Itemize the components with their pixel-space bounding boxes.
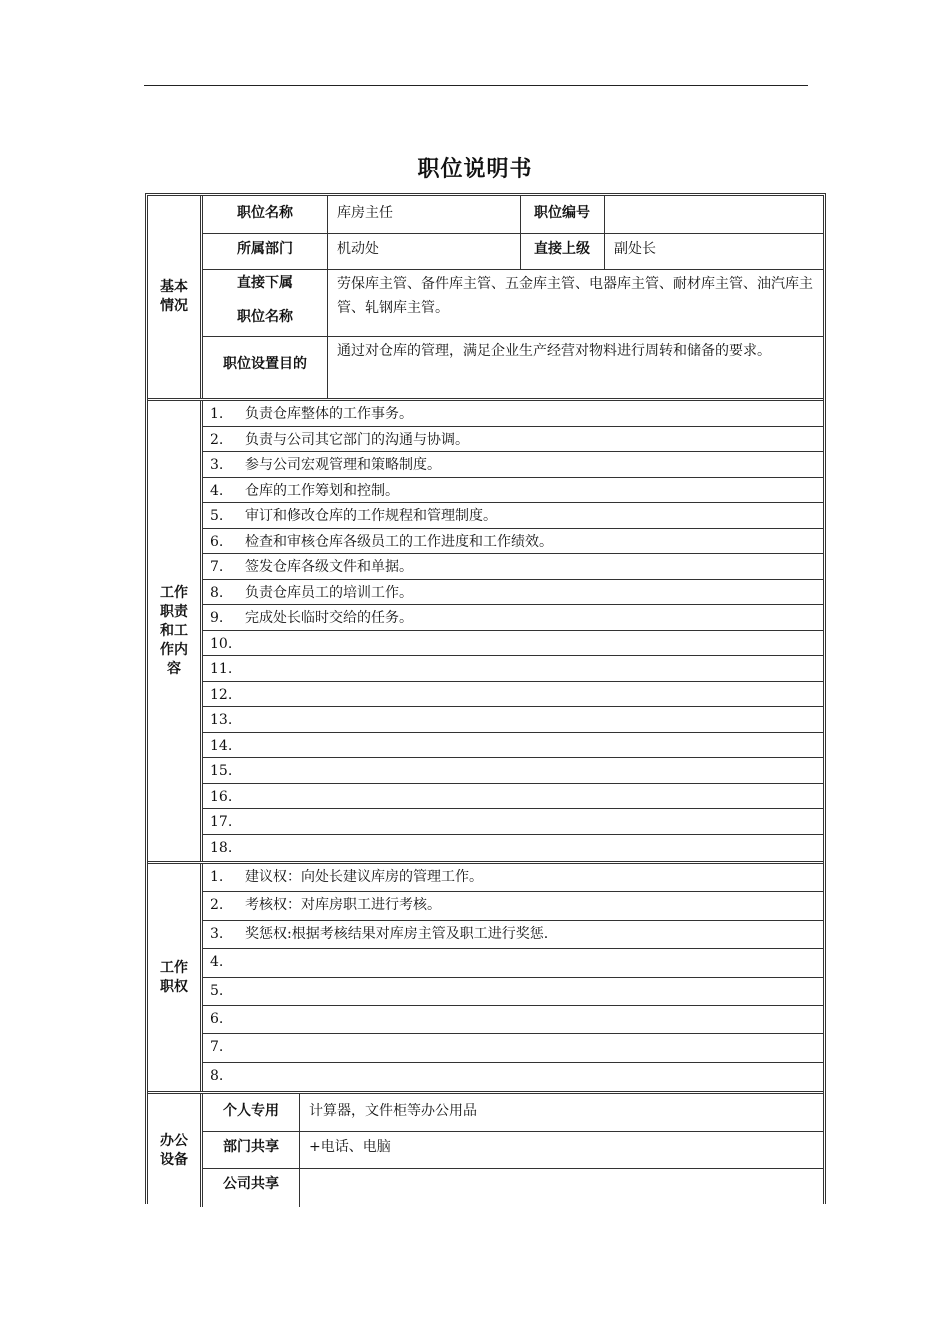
duties-section-label: 工作职责和工作内容 xyxy=(148,401,203,861)
duties-row xyxy=(203,707,823,733)
duties-row xyxy=(203,758,823,784)
authority-row xyxy=(203,892,823,920)
company-share-label: 公司共享 xyxy=(223,1176,279,1192)
duties-item-number: 5. xyxy=(210,508,224,524)
job-description-table xyxy=(145,193,826,1204)
duties-row xyxy=(203,656,823,682)
duties-item-number: 2. xyxy=(210,431,224,448)
duties-item-number: 17. xyxy=(210,814,233,830)
duties-item-text: 签发仓库各级文件和单据。 xyxy=(245,559,413,575)
duties-row xyxy=(203,554,823,580)
page-title: 职位说明书 xyxy=(417,157,533,182)
authority-item-number: 7. xyxy=(210,1039,224,1056)
duties-item-text: 负责仓库整体的工作事务。 xyxy=(245,406,413,422)
duties-item-number: 4. xyxy=(210,482,224,499)
subordinate-label-2: 职位名称 xyxy=(237,309,293,325)
authority-item-number: 5. xyxy=(210,982,224,999)
authority-item-number: 4. xyxy=(210,954,224,971)
duties-row xyxy=(203,529,823,555)
position-name-label: 职位名称 xyxy=(237,205,293,221)
duties-item-number: 1. xyxy=(210,406,224,422)
authority-row xyxy=(203,1006,823,1034)
duties-item-number: 10. xyxy=(210,635,233,652)
duties-row xyxy=(203,478,823,504)
duties-item-text: 检查和审核仓库各级员工的工作进度和工作绩效。 xyxy=(245,533,553,550)
duties-item-text: 负责仓库员工的培训工作。 xyxy=(245,584,413,601)
duties-item-number: 8. xyxy=(210,584,224,601)
duties-item-text: 审订和修改仓库的工作规程和管理制度。 xyxy=(245,508,497,524)
authority-row xyxy=(203,1034,823,1062)
duties-row xyxy=(203,784,823,810)
duties-item-number: 7. xyxy=(210,559,224,575)
authority-row xyxy=(203,921,823,949)
authority-section xyxy=(148,864,823,1091)
purpose-label: 职位设置目的 xyxy=(223,356,307,372)
dept-value: 机动处 xyxy=(337,241,379,257)
duties-row xyxy=(203,503,823,529)
duties-row xyxy=(203,401,823,427)
duties-item-number: 11. xyxy=(210,661,233,677)
equipment-section-label: 办公设备 xyxy=(148,1094,203,1207)
personal-value: 计算器，文件柜等办公用品 xyxy=(309,1103,477,1119)
personal-label: 个人专用 xyxy=(223,1103,279,1119)
duties-item-number: 16. xyxy=(210,788,233,805)
duties-row xyxy=(203,835,823,861)
authority-row xyxy=(203,978,823,1006)
superior-value: 副处长 xyxy=(614,241,656,257)
header-rule xyxy=(144,85,808,86)
duties-item-number: 9. xyxy=(210,610,224,626)
duties-item-number: 12. xyxy=(210,686,233,703)
dept-share-value: +电话、电脑 xyxy=(309,1139,391,1155)
duties-row xyxy=(203,605,823,631)
dept-label: 所属部门 xyxy=(237,241,293,257)
duties-row xyxy=(203,580,823,606)
duties-item-number: 14. xyxy=(210,737,233,754)
position-name-value: 库房主任 xyxy=(337,205,393,221)
authority-item-number: 1. xyxy=(210,869,224,885)
duties-row xyxy=(203,631,823,657)
authority-item-text: 建议权：向处长建议库房的管理工作。 xyxy=(245,869,483,885)
authority-row xyxy=(203,864,823,892)
subordinate-label-1: 直接下属 xyxy=(237,275,293,291)
duties-item-number: 13. xyxy=(210,712,233,728)
dept-share-label: 部门共享 xyxy=(223,1139,279,1155)
duties-item-number: 18. xyxy=(210,839,233,856)
duties-item-text: 完成处长临时交给的任务。 xyxy=(245,610,413,626)
duties-row xyxy=(203,682,823,708)
authority-row xyxy=(203,949,823,977)
basic-section xyxy=(148,196,823,398)
basic-section-label: 基本情况 xyxy=(148,196,203,398)
authority-row xyxy=(203,1063,823,1091)
duties-row xyxy=(203,733,823,759)
authority-item-number: 2. xyxy=(210,897,224,914)
subordinates-value: 劳保库主管、备件库主管、五金库主管、电器库主管、耐材库主管、油汽库主管、轧钢库主管。 xyxy=(337,276,813,316)
authority-section-label: 工作职权 xyxy=(148,864,203,1091)
duties-row xyxy=(203,809,823,835)
equipment-section xyxy=(148,1094,823,1207)
authority-item-text: 考核权：对库房职工进行考核。 xyxy=(245,897,441,914)
authority-item-number: 3. xyxy=(210,925,224,942)
authority-item-text: 奖惩权:根据考核结果对库房主管及职工进行奖惩. xyxy=(245,925,549,942)
authority-item-number: 8. xyxy=(210,1067,224,1084)
purpose-value: 通过对仓库的管理，满足企业生产经营对物料进行周转和储备的要求。 xyxy=(337,343,771,359)
position-no-label: 职位编号 xyxy=(534,205,590,221)
duties-item-text: 仓库的工作筹划和控制。 xyxy=(245,482,399,499)
duties-row xyxy=(203,427,823,453)
duties-item-number: 15. xyxy=(210,763,233,779)
duties-row xyxy=(203,452,823,478)
duties-item-text: 参与公司宏观管理和策略制度。 xyxy=(245,457,441,473)
authority-item-number: 6. xyxy=(210,1011,224,1027)
superior-label: 直接上级 xyxy=(534,241,590,257)
duties-item-text: 负责与公司其它部门的沟通与协调。 xyxy=(245,431,469,448)
duties-section xyxy=(148,401,823,861)
duties-item-number: 3. xyxy=(210,457,224,473)
duties-item-number: 6. xyxy=(210,533,224,550)
